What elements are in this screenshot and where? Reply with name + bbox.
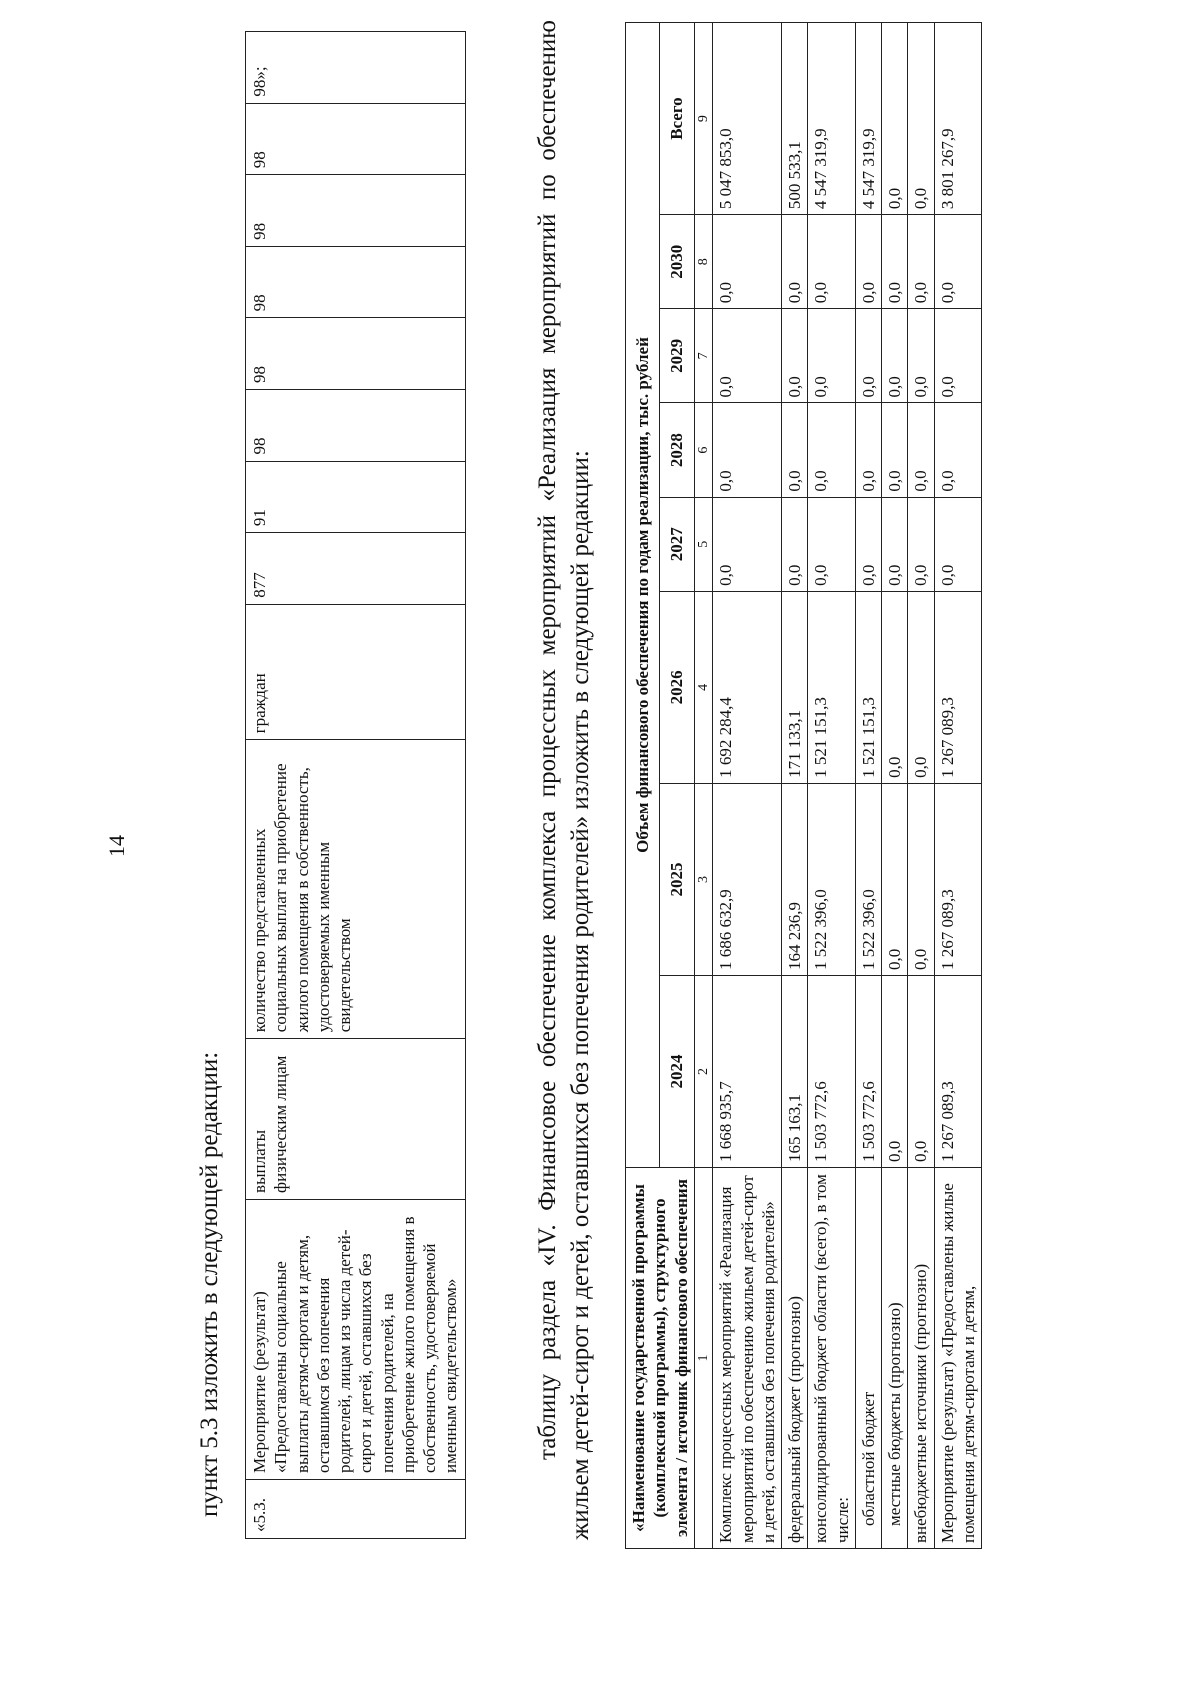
indicator-value: 98 <box>246 246 466 318</box>
page-number: 14 <box>104 835 129 857</box>
amount-cell: 1 267 089,3 <box>934 975 982 1167</box>
amount-cell: 1 522 396,0 <box>808 783 856 975</box>
amount-cell: 0,0 <box>713 497 782 591</box>
amount-cell: 1 267 089,3 <box>934 783 982 975</box>
year-header: 2028 <box>660 403 694 497</box>
amount-cell: 0,0 <box>808 403 856 497</box>
amount-cell: 0,0 <box>882 497 908 591</box>
amount-cell: 0,0 <box>808 215 856 309</box>
amount-cell: 171 133,1 <box>782 591 808 783</box>
amount-cell: 0,0 <box>808 497 856 591</box>
year-header: 2029 <box>660 309 694 403</box>
amount-cell: 4 547 319,9 <box>855 23 881 215</box>
amount-cell: 0,0 <box>882 403 908 497</box>
table-row <box>782 23 808 1549</box>
amount-cell: 0,0 <box>934 215 982 309</box>
amount-cell: 0,0 <box>713 215 782 309</box>
table-row <box>882 23 908 1549</box>
amount-cell: 0,0 <box>808 309 856 403</box>
source-name: внебюджетные источники (прогнозно) <box>908 1168 934 1549</box>
indicator-value: 98 <box>246 318 466 390</box>
amount-cell: 1 521 151,3 <box>808 591 856 783</box>
amount-cell: 0,0 <box>713 309 782 403</box>
source-name: местные бюджеты (прогнозно) <box>882 1168 908 1549</box>
amount-cell: 1 503 772,6 <box>855 975 881 1167</box>
amount-cell: 0,0 <box>882 975 908 1167</box>
amount-cell: 0,0 <box>908 591 934 783</box>
amount-cell: 1 668 935,7 <box>713 975 782 1167</box>
amount-cell: 0,0 <box>882 215 908 309</box>
year-header: 2027 <box>660 497 694 591</box>
table-row <box>855 23 881 1549</box>
source-name: Мероприятие (результат) «Предоставлены жилые помещения детям-сиротам и детям, <box>934 1168 982 1549</box>
amount-cell: 0,0 <box>908 23 934 215</box>
amount-cell: 0,0 <box>934 309 982 403</box>
amount-cell: 1 692 284,4 <box>713 591 782 783</box>
column-number: 3 <box>694 783 713 975</box>
amount-cell: 0,0 <box>934 497 982 591</box>
source-name: Комплекс процессных мероприятий «Реализация мероприятий по обеспечению жильем детей-сирот и детей, оставшихся без попечения родителей» <box>713 1168 782 1549</box>
column-number: 8 <box>694 215 713 309</box>
header-row <box>626 23 660 1549</box>
amount-cell: 0,0 <box>934 403 982 497</box>
amount-cell: 0,0 <box>882 783 908 975</box>
indicator-value: 98 <box>246 103 466 175</box>
source-name: областной бюджет <box>855 1168 881 1549</box>
amount-cell: 0,0 <box>782 215 808 309</box>
indicator-name: количество представленных социальных выплат на приобретение жилого помещения в собственность, удостоверяемых именным свидетельством <box>246 740 466 1039</box>
indicator-value: 98 <box>246 175 466 247</box>
amount-cell: 5 047 853,0 <box>713 23 782 215</box>
intro-text: пункт 5.3 изложить в следующей редакции: <box>196 1051 223 1517</box>
column-number: 7 <box>694 309 713 403</box>
total-header: Всего <box>660 23 694 215</box>
column-number: 6 <box>694 403 713 497</box>
year-header: 2025 <box>660 783 694 975</box>
amount-cell: 0,0 <box>908 309 934 403</box>
year-header: 2030 <box>660 215 694 309</box>
source-name: федеральный бюджет (прогнозно) <box>782 1168 808 1549</box>
amount-cell: 0,0 <box>908 215 934 309</box>
column-number: 4 <box>694 591 713 783</box>
column-number: 9 <box>694 23 713 215</box>
unit-of-measure: граждан <box>246 604 466 740</box>
column-number: 5 <box>694 497 713 591</box>
financing-table <box>625 22 982 1549</box>
indicator-table <box>245 31 466 1539</box>
amount-cell: 164 236,9 <box>782 783 808 975</box>
table-row <box>713 23 782 1549</box>
amount-cell: 0,0 <box>908 403 934 497</box>
amount-cell: 0,0 <box>908 783 934 975</box>
header-group: Объем финансового обеспечения по годам реализации, тыс. рублей <box>626 23 660 1168</box>
table-row <box>934 23 982 1549</box>
amount-cell: 4 547 319,9 <box>808 23 856 215</box>
amount-cell: 0,0 <box>713 403 782 497</box>
amount-cell: 1 521 151,3 <box>855 591 881 783</box>
amount-cell: 0,0 <box>782 403 808 497</box>
indicator-value: 98 <box>246 389 466 461</box>
amount-cell: 0,0 <box>782 309 808 403</box>
amount-cell: 0,0 <box>908 497 934 591</box>
amount-cell: 0,0 <box>855 403 881 497</box>
table-row <box>246 32 466 1539</box>
year-header: 2024 <box>660 975 694 1167</box>
indicator-value: 877 <box>246 533 466 605</box>
table-row <box>908 23 934 1549</box>
amount-cell: 0,0 <box>855 309 881 403</box>
amount-cell: 0,0 <box>908 975 934 1167</box>
amount-cell: 1 686 632,9 <box>713 783 782 975</box>
indicator-value: 91 <box>246 461 466 533</box>
row-number: «5.3. <box>246 1479 466 1538</box>
amount-cell: 500 533,1 <box>782 23 808 215</box>
amount-cell: 165 163,1 <box>782 975 808 1167</box>
measure-name: Мероприятие (результат) «Предоставлены социальные выплаты детям-сиротам и детям, оставшимся без попечения родителей, лицам из числа детей-сирот и детей, оставшихся без попечения родителей, на приобретение жилого помещения в собственность, удостоверяемой именным свидетельством» <box>246 1199 466 1479</box>
amount-cell: 0,0 <box>855 215 881 309</box>
column-number: 1 <box>694 1168 713 1549</box>
source-name: консолидированный бюджет области (всего), в том числе: <box>808 1168 856 1549</box>
amount-cell: 0,0 <box>882 23 908 215</box>
financing-table-body <box>713 23 982 1549</box>
column-number: 2 <box>694 975 713 1167</box>
indicator-value: 98»; <box>246 32 466 104</box>
table-row <box>808 23 856 1549</box>
amount-cell: 0,0 <box>882 309 908 403</box>
column-numbers-row <box>694 23 713 1549</box>
paragraph-text: таблицу раздела «IV. Финансовое обеспечение комплекса процессных мероприятий «Реализация мероприятий по обеспечению жильем детей-сирот и детей, оставшихся без попечения родителей» изложить в следующей редакции: <box>534 20 594 1540</box>
amount-cell: 0,0 <box>855 497 881 591</box>
amount-cell: 1 267 089,3 <box>934 591 982 783</box>
amount-cell: 1 522 396,0 <box>855 783 881 975</box>
amount-cell: 0,0 <box>882 591 908 783</box>
measure-type: выплаты физическим лицам <box>246 1039 466 1200</box>
section-paragraph <box>532 20 597 1540</box>
amount-cell: 3 801 267,9 <box>934 23 982 215</box>
header-name: «Наименование государственной программы (комплексной программы), структурного элемента / источник финансового обеспечения <box>626 1168 695 1549</box>
amount-cell: 0,0 <box>782 497 808 591</box>
amount-cell: 1 503 772,6 <box>808 975 856 1167</box>
year-header: 2026 <box>660 591 694 783</box>
